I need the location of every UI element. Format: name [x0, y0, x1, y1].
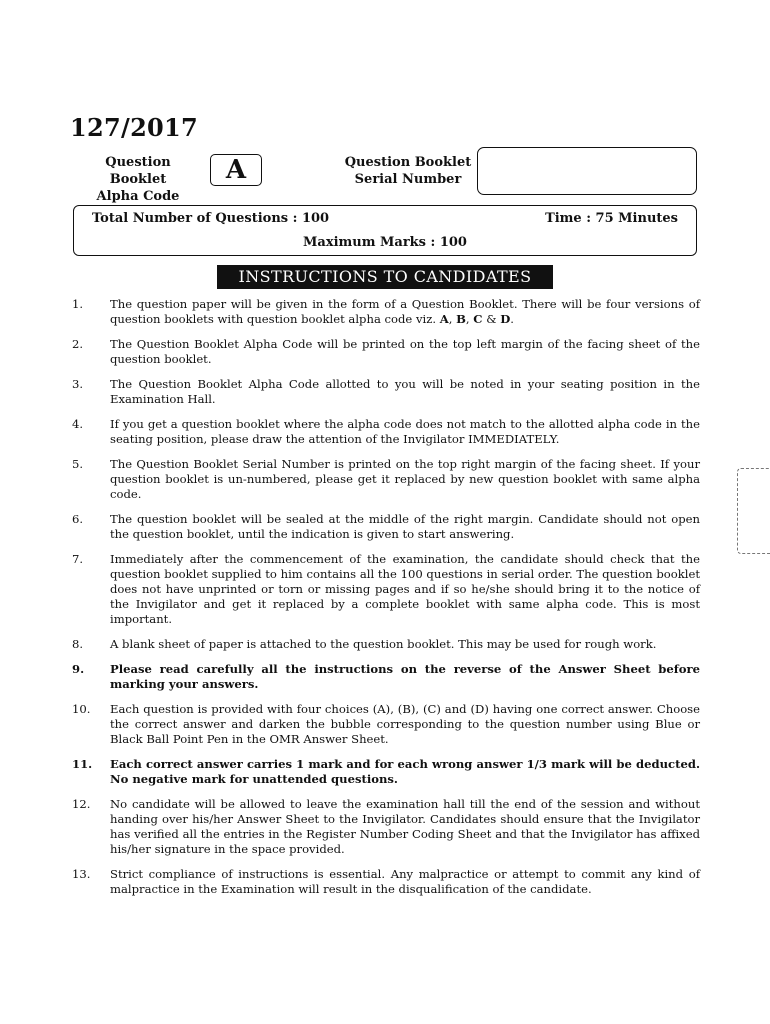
instruction-item [70, 417, 700, 447]
instruction-number: 11. [72, 757, 93, 771]
instruction-item [70, 377, 700, 407]
instruction-text: If you get a question booklet where the alpha code does not match to the allotted alpha code in the seating position, please draw the attention of the Invigilator IMMEDIATELY. [110, 417, 700, 446]
instruction-text: A blank sheet of paper is attached to the question booklet. This may be used for rough work. [110, 637, 657, 651]
instruction-number: 12. [72, 797, 91, 811]
instruction-number: 9. [72, 662, 85, 676]
instruction-text: Immediately after the commencement of the examination, the candidate should check that the question booklet supplied to him contains all the 100 questions in serial order. The question booklet does not have unprinted or torn or missing pages and if so he/she should bring it to the notice of the Invigilator and get it replaced by a complete booklet with same alpha code. This is most important. [110, 552, 700, 626]
alpha-code-option: A [439, 312, 449, 326]
separator: & [482, 312, 501, 326]
alpha-code-option: B [456, 312, 466, 326]
serial-number-label-line1: Question Booklet [344, 155, 472, 170]
exam-time: Time : 75 Minutes [545, 211, 678, 226]
instruction-text: The question paper will be given in the form of a Question Booklet. There will be four versions of question booklets with question booklet alpha code viz. [110, 297, 700, 326]
instruction-number: 7. [72, 552, 84, 566]
question-code: 127/2017 [70, 113, 199, 142]
exam-info-box [73, 205, 697, 256]
instruction-text: The Question Booklet Alpha Code allotted to you will be noted in your seating position in the Examination Hall. [110, 377, 700, 406]
instruction-text: Strict compliance of instructions is essential. Any malpractice or attempt to commit any kind of malpractice in the Examination will result in the disqualification of the candidate. [110, 867, 700, 896]
instruction-text: Please read carefully all the instructions on the reverse of the Answer Sheet before marking your answers. [110, 662, 700, 691]
instruction-item [70, 337, 700, 367]
maximum-marks: Maximum Marks : 100 [303, 235, 467, 250]
total-questions: Total Number of Questions : 100 [92, 211, 330, 226]
instruction-item [70, 552, 700, 627]
instruction-item [70, 457, 700, 502]
instruction-item [70, 702, 700, 747]
separator: . [510, 312, 514, 326]
instruction-number: 6. [72, 512, 84, 526]
instruction-item [70, 637, 700, 652]
instruction-text: No candidate will be allowed to leave the examination hall till the end of the session and without handing over his/her Answer Sheet to the Invigilator. Candidates should ensure that the Invigilator has verified all the entries in the Register Number Coding Sheet and that the Invigilator has affixed his/her signature in the space provided. [110, 797, 700, 856]
alpha-code-label-line1: Question Booklet [105, 155, 171, 187]
instruction-item [70, 867, 700, 897]
serial-number-label [343, 154, 473, 188]
serial-number-box [477, 147, 697, 195]
instruction-text: The Question Booklet Alpha Code will be printed on the top left margin of the facing sheet of the question booklet. [110, 337, 700, 366]
instructions-list [70, 297, 700, 907]
instruction-text: The question booklet will be sealed at the middle of the right margin. Candidate should not open the question booklet, until the indication is given to start answering. [110, 512, 700, 541]
seal-margin-mark [737, 468, 770, 554]
alpha-code-option: C [473, 312, 483, 326]
instruction-number: 3. [72, 377, 84, 391]
instruction-number: 5. [72, 457, 84, 471]
instruction-item [70, 662, 700, 692]
instruction-number: 1. [72, 297, 84, 311]
alpha-code-box: A [210, 154, 262, 186]
instruction-number: 13. [72, 867, 91, 881]
instruction-item [70, 797, 700, 857]
instruction-text: Each correct answer carries 1 mark and for each wrong answer 1/3 mark will be deducted. No negative mark for unattended questions. [110, 757, 700, 786]
serial-number-label-line2: Serial Number [354, 172, 462, 187]
instruction-number: 10. [72, 702, 91, 716]
alpha-code-label [76, 154, 200, 205]
instruction-number: 8. [72, 637, 84, 651]
instruction-text: The Question Booklet Serial Number is printed on the top right margin of the facing sheet. If your question booklet is un-numbered, please get it replaced by new question booklet with same alpha code. [110, 457, 700, 501]
alpha-code-label-line2: Alpha Code [96, 189, 180, 204]
instruction-number: 2. [72, 337, 84, 351]
instruction-item [70, 512, 700, 542]
instruction-text: Each question is provided with four choices (A), (B), (C) and (D) having one correct answer. Choose the correct answer and darken the bubble corresponding to the question number using Blue or Black Ball Point Pen in the OMR Answer Sheet. [110, 702, 700, 746]
separator: , [448, 312, 457, 326]
instruction-item [70, 297, 700, 327]
separator: , [465, 312, 474, 326]
instruction-number: 4. [72, 417, 84, 431]
instruction-item [70, 757, 700, 787]
alpha-code-option: D [500, 312, 511, 326]
instructions-banner: INSTRUCTIONS TO CANDIDATES [217, 265, 553, 289]
